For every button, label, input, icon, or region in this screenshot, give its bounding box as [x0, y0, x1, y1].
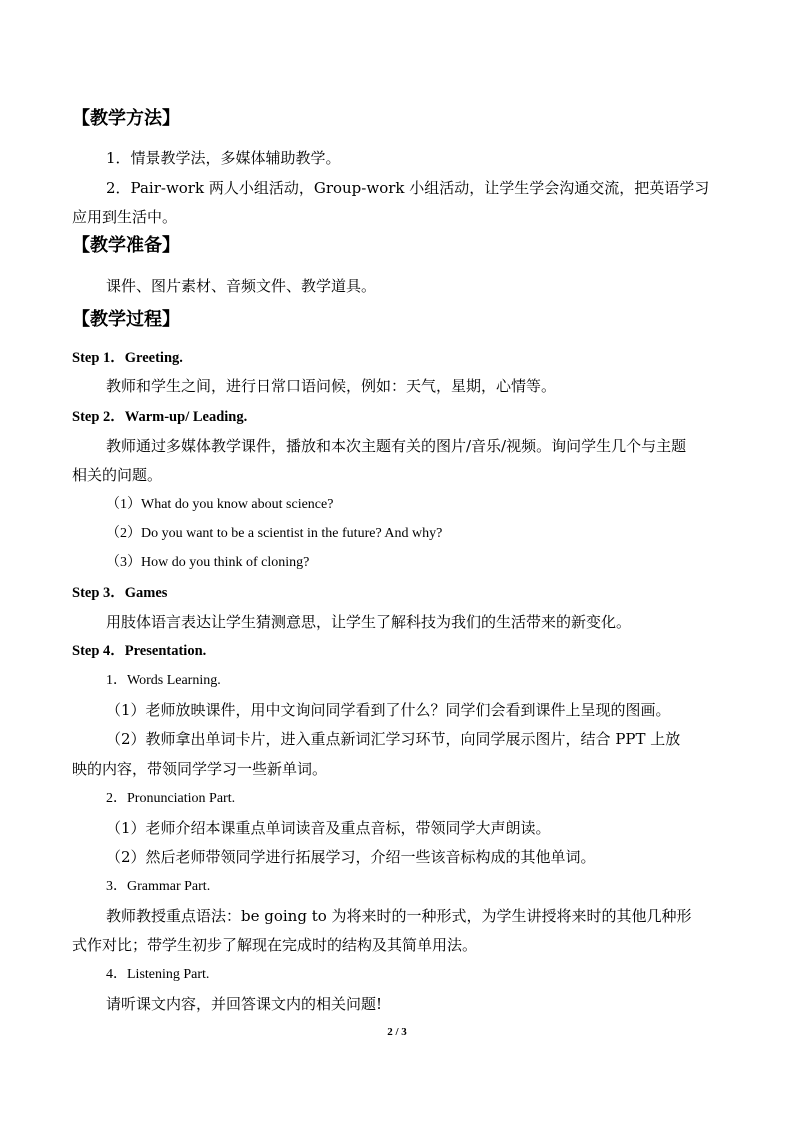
- step-4-words-learning-title: 1．Words Learning.: [106, 673, 221, 688]
- step-4-grammar-text-line-2: 式作对比；带学生初步了解现在完成时的结构及其简单用法。: [72, 936, 478, 954]
- step-3-text: 用肢体语言表达让学生猜测意思，让学生了解科技为我们的生活带来的新变化。: [106, 613, 632, 631]
- step-4-words-learning-item-1: （1）老师放映课件，用中文询问同学看到了什么？同学们会看到课件上呈现的图画。: [106, 701, 671, 719]
- step-2-title: Step 2．Warm-up/ Leading.: [72, 409, 248, 425]
- step-4-words-learning-item-2-line-2: 映的内容，带领同学学习一些新单词。: [72, 760, 328, 778]
- step-4-pronunciation-title: 2．Pronunciation Part.: [106, 791, 236, 806]
- page-number: 2 / 3: [387, 1026, 407, 1038]
- step-2-question-3: （3）How do you think of cloning?: [106, 555, 310, 570]
- step-2-text-line-1: 教师通过多媒体教学课件，播放和本次主题有关的图片/音乐/视频。询问学生几个与主题: [106, 437, 687, 455]
- method-item-2-line-1: 2．Pair-work 两人小组活动，Group-work 小组活动，让学生学会沟通交流，把英语学习: [106, 179, 710, 197]
- heading-teaching-preparation: 【教学准备】: [72, 235, 180, 256]
- step-4-title: Step 4．Presentation.: [72, 643, 207, 659]
- step-4-pronunciation-item-2: （2）然后老师带领同学进行拓展学习，介绍一些该音标构成的其他单词。: [106, 848, 596, 866]
- heading-teaching-process: 【教学过程】: [72, 309, 180, 330]
- step-3-title: Step 3．Games: [72, 585, 168, 601]
- step-4-listening-title: 4．Listening Part.: [106, 967, 210, 982]
- step-4-pronunciation-item-1: （1）老师介绍本课重点单词读音及重点音标，带领同学大声朗读。: [106, 819, 551, 837]
- step-1-text: 教师和学生之间，进行日常口语问候，例如：天气，星期，心情等。: [106, 377, 557, 395]
- step-4-grammar-text-line-1: 教师教授重点语法：be going to 为将来时的一种形式，为学生讲授将来时的其他几种形: [106, 907, 692, 925]
- step-1-title: Step 1．Greeting.: [72, 350, 183, 366]
- preparation-text: 课件、图片素材、音频文件、教学道具。: [106, 277, 377, 295]
- step-4-grammar-title: 3．Grammar Part.: [106, 879, 211, 894]
- method-item-1: 1．情景教学法，多媒体辅助教学。: [106, 149, 341, 167]
- method-item-2-line-2: 应用到生活中。: [72, 208, 178, 226]
- heading-teaching-method: 【教学方法】: [72, 108, 180, 129]
- step-4-listening-text: 请听课文内容，并回答课文内的相关问题!: [106, 995, 383, 1013]
- step-2-text-line-2: 相关的问题。: [72, 466, 163, 484]
- step-4-words-learning-item-2-line-1: （2）教师拿出单词卡片，进入重点新词汇学习环节，向同学展示图片，结合 PPT 上放: [106, 730, 681, 748]
- step-2-question-2: （2）Do you want to be a scientist in the future? And why?: [106, 526, 443, 541]
- step-2-question-1: （1）What do you know about science?: [106, 497, 334, 512]
